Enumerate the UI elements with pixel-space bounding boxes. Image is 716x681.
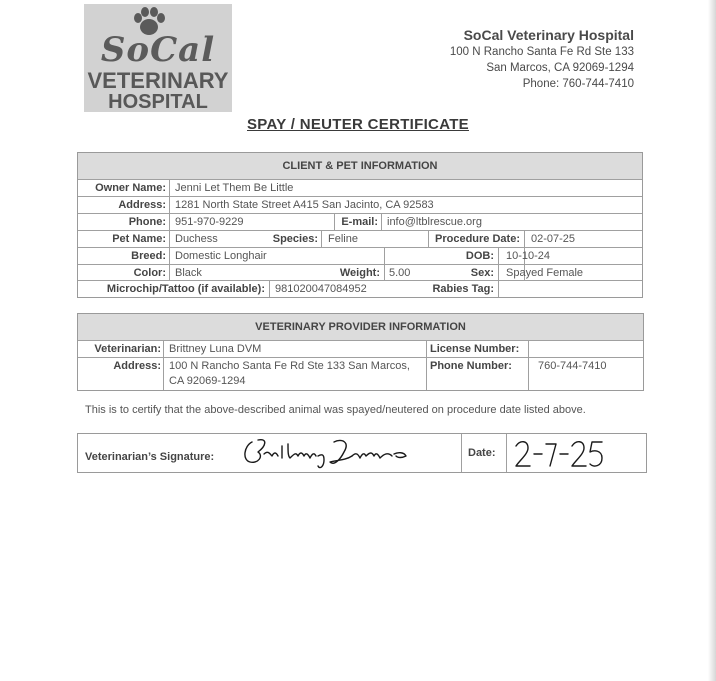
- color-label: Color:: [133, 267, 166, 279]
- address-label: Address:: [118, 199, 166, 211]
- license-number-label: License Number:: [430, 343, 520, 355]
- veterinarian-value: Brittney Luna DVM: [169, 343, 262, 355]
- vet-provider-header: VETERINARY PROVIDER INFORMATION: [78, 314, 643, 340]
- procedure-date-label: Procedure Date:: [435, 233, 520, 245]
- breed-value: Domestic Longhair: [175, 250, 267, 262]
- client-pet-table: [77, 152, 643, 298]
- pet-name-label: Pet Name:: [112, 233, 166, 245]
- dob-value: 10-10-24: [506, 250, 551, 262]
- hospital-address-line1: 100 N Rancho Santa Fe Rd Ste 133: [449, 46, 634, 58]
- vet-address-line2: CA 92069-1294: [169, 375, 246, 387]
- logo-script-text: SoCal: [100, 30, 216, 70]
- vet-address-label: Address:: [113, 360, 161, 372]
- sex-label: Sex:: [470, 267, 494, 279]
- rabies-tag-label: Rabies Tag:: [432, 283, 494, 295]
- hospital-logo: [84, 4, 232, 112]
- procedure-date-value: 02-07-25: [531, 233, 576, 245]
- veterinarian-label: Veterinarian:: [94, 343, 161, 355]
- color-value: Black: [175, 267, 202, 279]
- microchip-label: Microchip/Tattoo (if available):: [106, 283, 265, 295]
- hospital-address-line2: San Marcos, CA 92069-1294: [486, 62, 634, 74]
- owner-name-value: Jenni Let Them Be Little: [175, 182, 294, 194]
- signature-box: [77, 433, 647, 473]
- phone-value: 951-970-9229: [175, 216, 244, 228]
- vet-provider-table: [77, 313, 644, 391]
- email-label: E-mail:: [341, 216, 378, 228]
- vet-address-line1: 100 N Rancho Santa Fe Rd Ste 133 San Marcos,: [169, 360, 410, 372]
- date-label: Date:: [468, 447, 496, 459]
- owner-name-label: Owner Name:: [95, 182, 166, 194]
- handwritten-date: [512, 436, 612, 470]
- hospital-name: SoCal Veterinary Hospital: [463, 27, 634, 43]
- address-value: 1281 North State Street A415 San Jacinto, CA 92583: [175, 199, 434, 211]
- hospital-info: [450, 26, 634, 92]
- certify-statement: This is to certify that the above-described animal was spayed/neutered on procedure date listed above.: [85, 404, 586, 416]
- microchip-value: 981020047084952: [275, 283, 367, 295]
- vet-phone-value: 760-744-7410: [538, 360, 607, 372]
- email-value: info@ltblrescue.org: [387, 216, 482, 228]
- signature-label: Veterinarian’s Signature:: [85, 451, 215, 463]
- pet-name-value: Duchess: [175, 233, 218, 245]
- logo-line-veterinary: VETERINARY: [87, 68, 229, 93]
- veterinarian-signature: [238, 432, 434, 474]
- sex-value: Spayed Female: [506, 267, 584, 279]
- breed-label: Breed:: [131, 250, 166, 262]
- certificate-title: SPAY / NEUTER CERTIFICATE: [247, 116, 469, 133]
- vet-phone-label: Phone Number:: [430, 360, 512, 372]
- weight-label: Weight:: [339, 267, 380, 279]
- hospital-phone: Phone: 760-744-7410: [522, 78, 634, 90]
- species-value: Feline: [328, 233, 358, 245]
- phone-label: Phone:: [128, 216, 166, 228]
- page-edge-shadow: [708, 0, 716, 681]
- species-label: Species:: [272, 233, 318, 245]
- weight-value: 5.00: [389, 267, 411, 279]
- certificate-title-wrap: [0, 116, 716, 134]
- dob-label: DOB:: [465, 250, 494, 262]
- logo-line-hospital: HOSPITAL: [108, 91, 208, 112]
- client-pet-header: CLIENT & PET INFORMATION: [78, 153, 642, 179]
